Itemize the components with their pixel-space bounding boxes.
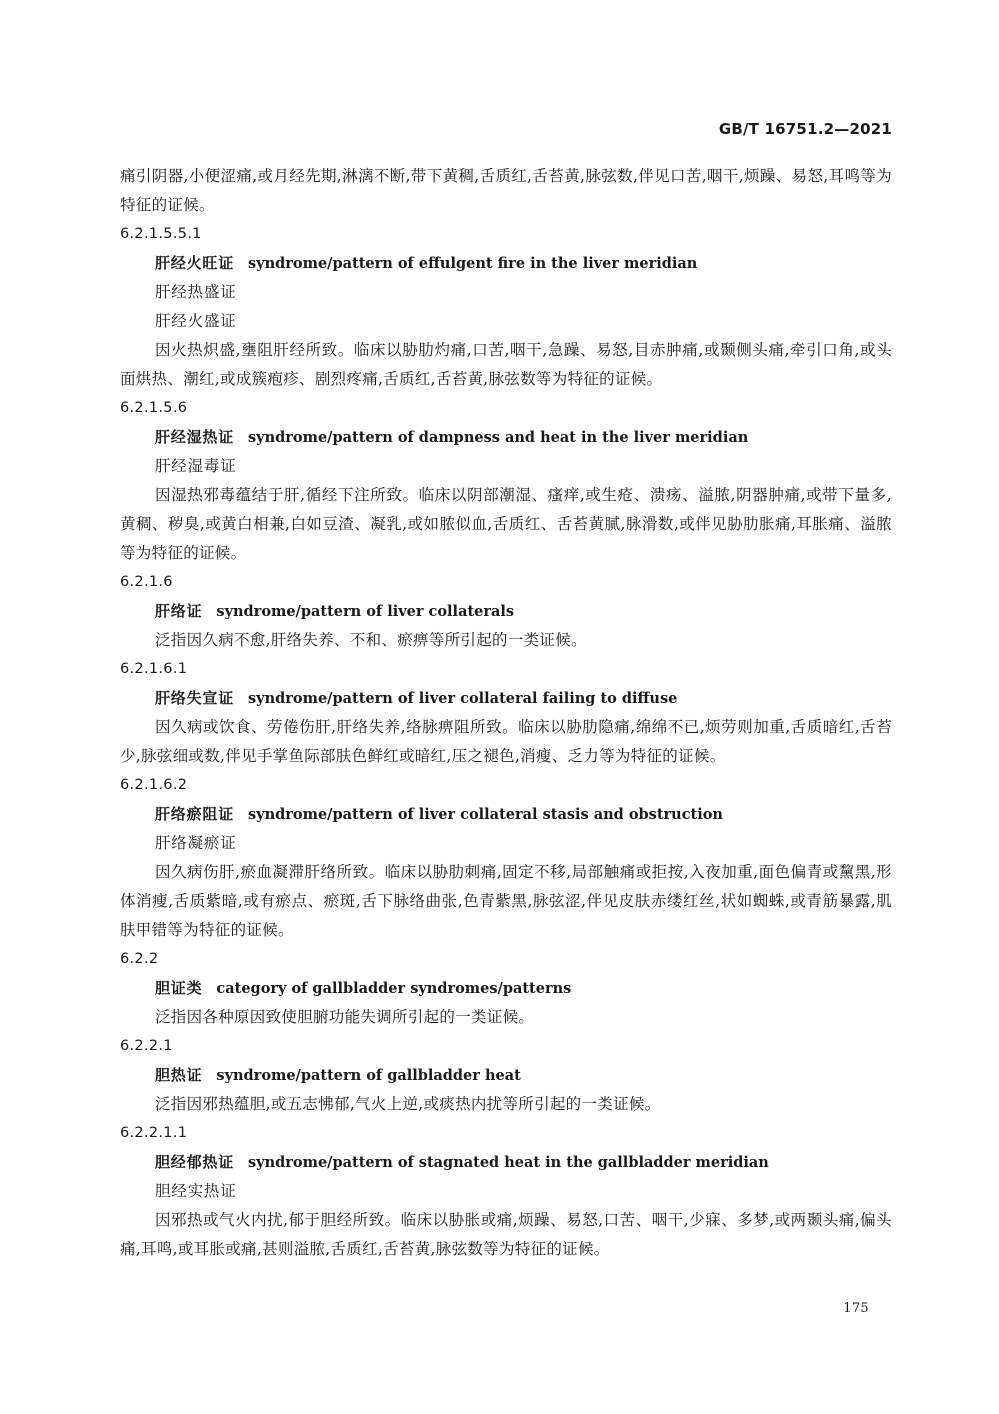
term-english: syndrome/pattern of stagnated heat in the gallbladder meridian	[248, 1154, 769, 1171]
clause-number: 6.2.1.5.6	[120, 400, 188, 416]
synonym: 肝经火盛证	[155, 312, 237, 330]
document-body	[120, 162, 892, 1264]
synonym: 肝经热盛证	[155, 283, 237, 301]
term-chinese: 肝络证	[155, 602, 203, 620]
clause-number: 6.2.1.5.5.1	[120, 226, 202, 242]
synonym: 胆经实热证	[155, 1182, 237, 1200]
term-english: syndrome/pattern of dampness and heat in the liver meridian	[248, 429, 749, 446]
term-chinese: 肝络失宣证	[155, 689, 235, 707]
clause-number: 6.2.1.6.2	[120, 777, 188, 793]
term-heading	[120, 597, 892, 626]
definition-paragraph: 因火热炽盛,壅阻肝经所致。临床以胁肋灼痛,口苦,咽干,急躁、易怒,目赤肿痛,或颞侧头痛,牵引口角,或头面烘热、潮红,或成簇疱疹、剧烈疼痛,舌质红,舌苔黄,脉弦数等为特征的证候。	[120, 341, 892, 388]
term-english: category of gallbladder syndromes/patterns	[216, 980, 572, 997]
term-heading	[120, 684, 892, 713]
term-english: syndrome/pattern of liver collaterals	[216, 603, 515, 620]
definition-paragraph: 泛指因久病不愈,肝络失养、不和、瘀痹等所引起的一类证候。	[155, 631, 587, 649]
clause-number: 6.2.1.6.1	[120, 661, 188, 677]
synonym: 肝经湿毒证	[155, 457, 237, 475]
definition-paragraph: 痛引阴器,小便涩痛,或月经先期,淋漓不断,带下黄稠,舌质红,舌苔黄,脉弦数,伴见口苦,咽干,烦躁、易怒,耳鸣等为特征的证候。	[120, 167, 892, 214]
definition-paragraph: 因久病伤肝,瘀血凝滞肝络所致。临床以胁肋刺痛,固定不移,局部触痛或拒按,入夜加重,面色偏青或黧黑,形体消瘦,舌质紫暗,或有瘀点、瘀斑,舌下脉络曲张,色青紫黑,脉弦涩,伴见皮肤赤缕红丝,状如蜘蛛,或青筋暴露,肌肤甲错等为特征的证候。	[120, 863, 892, 939]
standard-code: GB/T 16751.2—2021	[718, 120, 892, 138]
synonym: 肝络凝瘀证	[155, 834, 237, 852]
term-chinese: 胆经郁热证	[155, 1153, 235, 1171]
term-chinese: 胆热证	[155, 1066, 203, 1084]
definition-paragraph: 泛指因邪热蕴胆,或五志怫郁,气火上逆,或痰热内扰等所引起的一类证候。	[155, 1095, 661, 1113]
clause-number: 6.2.1.6	[120, 574, 173, 590]
term-heading	[120, 1061, 892, 1090]
term-heading	[120, 974, 892, 1003]
definition-paragraph: 因邪热或气火内扰,郁于胆经所致。临床以胁胀或痛,烦躁、易怒,口苦、咽干,少寐、多梦,或两颞头痛,偏头痛,耳鸣,或耳胀或痛,甚则溢脓,舌质红,舌苔黄,脉弦数等为特征的证候。	[120, 1211, 892, 1258]
page-number: 175	[843, 1301, 869, 1316]
term-chinese: 胆证类	[155, 979, 203, 997]
term-chinese: 肝经湿热证	[155, 428, 235, 446]
term-chinese: 肝络瘀阻证	[155, 805, 235, 823]
definition-paragraph: 因久病或饮食、劳倦伤肝,肝络失养,络脉痹阻所致。临床以胁肋隐痛,绵绵不已,烦劳则加重,舌质暗红,舌苔少,脉弦细或数,伴见手掌鱼际部肤色鲜红或暗红,压之褪色,消瘦、乏力等为特征的证候。	[120, 718, 892, 765]
term-english: syndrome/pattern of gallbladder heat	[216, 1067, 521, 1084]
term-english: syndrome/pattern of liver collateral stasis and obstruction	[248, 806, 723, 823]
term-english: syndrome/pattern of effulgent fire in the liver meridian	[248, 255, 698, 272]
clause-number: 6.2.2	[120, 951, 159, 967]
definition-paragraph: 泛指因各种原因致使胆腑功能失调所引起的一类证候。	[155, 1008, 535, 1026]
term-heading	[120, 1148, 892, 1177]
term-heading	[120, 800, 892, 829]
definition-paragraph: 因湿热邪毒蕴结于肝,循经下注所致。临床以阴部潮湿、瘙痒,或生疮、溃疡、溢脓,阴器肿痛,或带下量多,黄稠、秽臭,或黄白相兼,白如豆渣、凝乳,或如脓似血,舌质红、舌苔黄腻,脉滑数,或伴见胁肋胀痛,耳胀痛、溢脓等为特征的证候。	[120, 486, 892, 562]
term-heading	[120, 249, 892, 278]
clause-number: 6.2.2.1	[120, 1038, 173, 1054]
term-heading	[120, 423, 892, 452]
clause-number: 6.2.2.1.1	[120, 1125, 188, 1141]
term-english: syndrome/pattern of liver collateral failing to diffuse	[248, 690, 678, 707]
term-chinese: 肝经火旺证	[155, 254, 235, 272]
